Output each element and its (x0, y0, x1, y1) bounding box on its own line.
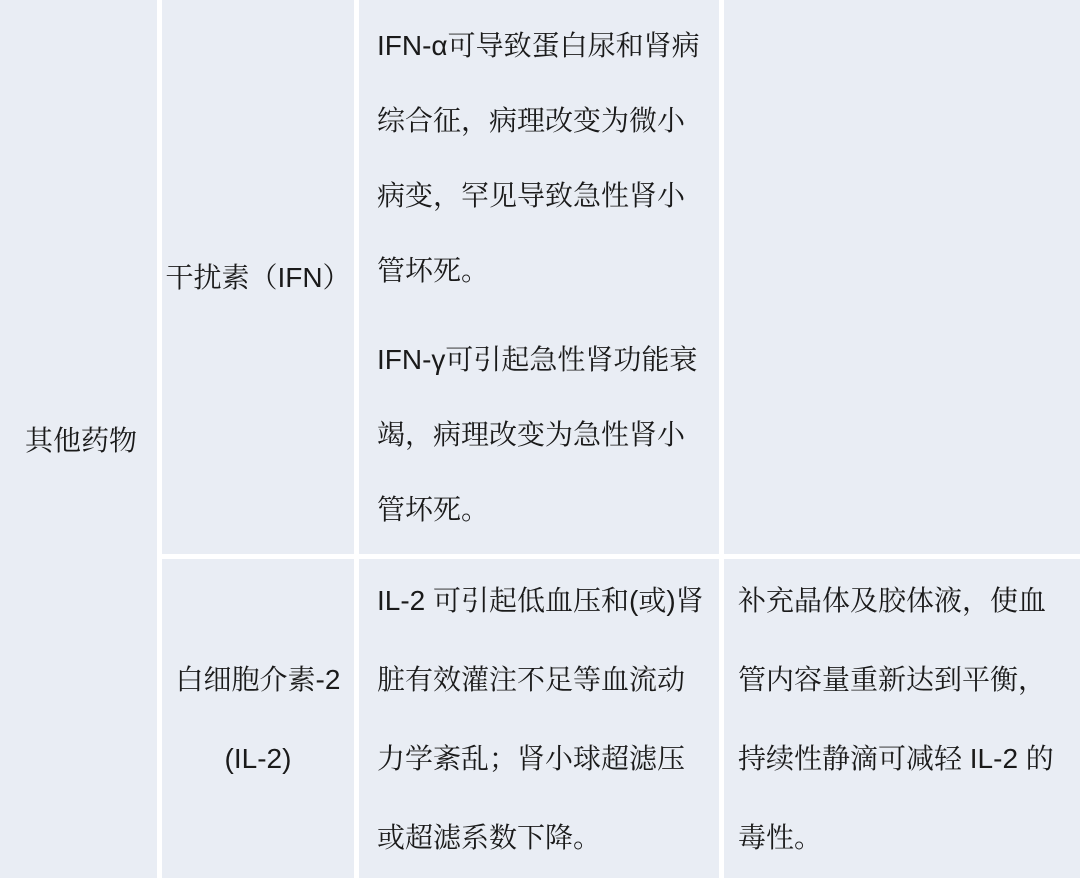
drug-name-interleukin2-line1: 白细胞介素-2 (175, 663, 341, 695)
il2-effect-paragraph: IL-2 可引起低血压和(或)肾脏有效灌注不足等血流动力学紊乱；肾小球超滤压或超滤系数下降。 (377, 584, 704, 853)
drug-name-cell-interleukin2 (162, 559, 354, 878)
drug-name-cell-interferon (162, 0, 354, 554)
drug-name-interleukin2-line2: (IL-2) (224, 742, 292, 774)
il2-management-paragraph: 补充晶体及胶体液，使血管内容量重新达到平衡，持续性静滴可减轻 IL-2 的毒性。 (738, 584, 1054, 853)
category-label: 其他药物 (25, 425, 138, 456)
ifn-gamma-effect-paragraph: IFN-γ可引起急性肾功能衰竭，病理改变为急性肾小管坏死。 (377, 343, 698, 525)
renal-effects-cell-interleukin2 (359, 559, 719, 878)
management-cell-interferon-empty (724, 0, 1080, 554)
management-cell-interleukin2 (724, 559, 1080, 878)
ifn-alpha-effect-paragraph: IFN-α可导致蛋白尿和肾病综合征，病理改变为微小病变，罕见导致急性肾小管坏死。 (377, 29, 700, 286)
category-cell (0, 0, 157, 878)
drug-name-interferon: 干扰素（IFN） (165, 261, 351, 293)
renal-effects-cell-interferon (359, 0, 719, 554)
